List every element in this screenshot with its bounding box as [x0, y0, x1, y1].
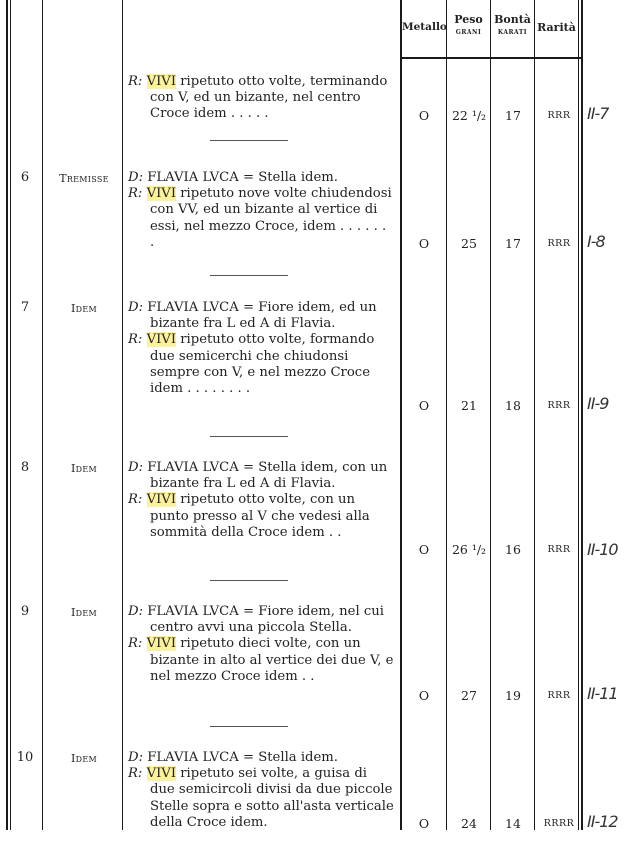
header-peso-unit: GRANI [455, 29, 482, 36]
rarita-value: RRR [547, 690, 571, 701]
obverse-line [128, 604, 394, 636]
reverse-text: ripetuto sei volte, a guisa di due semicircoli divisi da due piccole Stelle sopra e sotto all'asta verticale della Croce idem. [150, 766, 394, 830]
denomination: Idem [71, 606, 97, 619]
obverse-line [128, 750, 394, 766]
face-label: D: [128, 300, 144, 315]
metallo-value: O [418, 236, 430, 251]
entry-separator [210, 275, 288, 276]
handwritten-note: II-12 [587, 812, 618, 831]
rarita-value: RRR [547, 544, 571, 555]
handwritten-note: II-9 [587, 394, 609, 413]
legend-highlight: VIVI [146, 74, 177, 89]
face-label: D: [128, 170, 144, 185]
face-label: R: [128, 636, 143, 652]
peso-value: 22 ¹/₂ [451, 108, 487, 123]
face-label: R: [128, 186, 143, 202]
rarita-value: RRRR [543, 818, 575, 829]
rule-left-inner [10, 0, 11, 830]
obverse-text: FLAVIA LVCA = Fiore idem, nel cui centro avvi una piccola Stella. [143, 604, 384, 636]
rule-right-inner [578, 0, 579, 830]
bonta-value: 16 [505, 542, 521, 557]
peso-value: 24 [461, 816, 477, 831]
rule-desc-col [400, 0, 402, 830]
reverse-text: ripetuto nove volte chiudendosi con VV, ed un bizante al vertice di essi, nel mezzo Croce, idem . . . . . . . [150, 186, 392, 250]
rule-peso-col [490, 0, 491, 830]
rarita-value: RRR [547, 400, 571, 411]
rule-right-outer [581, 0, 583, 830]
peso-value: 21 [461, 398, 477, 413]
face-label: R: [128, 74, 143, 89]
header-bonta-label: Bontà [494, 13, 531, 26]
metallo-value: O [418, 542, 430, 557]
obverse-line [128, 170, 394, 186]
legend-highlight: VIVI [146, 636, 177, 652]
header-peso-label: Peso [454, 13, 483, 26]
reverse-text: ripetuto otto volte, terminando con V, ed un bizante, nel centro Croce idem . . . . . [150, 74, 388, 122]
reverse-line [128, 636, 394, 685]
obverse-text: FLAVIA LVCA = Stella idem, con un bizante fra L ed A di Flavia. [143, 460, 388, 492]
peso-value: 26 ¹/₂ [451, 542, 487, 557]
entry-description [128, 300, 394, 397]
entry-number: 9 [20, 604, 30, 619]
reverse-line [128, 766, 394, 831]
bonta-value: 18 [505, 398, 521, 413]
bonta-value: 19 [505, 688, 521, 703]
obverse-line [128, 300, 394, 332]
obverse-text: FLAVIA LVCA = Stella idem. [143, 170, 338, 185]
reverse-line [128, 186, 394, 251]
rule-left-outer [6, 0, 8, 830]
header-metallo [402, 22, 446, 33]
reverse-text: ripetuto dieci volte, con un bizante in alto al vertice dei due V, e nel mezzo Croce idem . . [150, 636, 394, 684]
bonta-value: 14 [505, 816, 521, 831]
obverse-line [128, 460, 394, 492]
legend-highlight: VIVI [146, 332, 177, 348]
entry-number: 10 [16, 750, 34, 765]
handwritten-note: II-10 [587, 540, 618, 559]
denomination: Idem [71, 462, 97, 475]
reverse-line [128, 492, 394, 541]
face-label: D: [128, 460, 144, 475]
rule-metallo-col [446, 0, 447, 830]
metallo-value: O [418, 398, 430, 413]
peso-value: 27 [461, 688, 477, 703]
header-rule [400, 57, 583, 59]
face-label: R: [128, 766, 143, 782]
peso-value: 25 [461, 236, 477, 251]
bonta-value: 17 [505, 108, 521, 123]
obverse-text: FLAVIA LVCA = Fiore idem, ed un bizante fra L ed A di Flavia. [143, 300, 377, 332]
entry-description [128, 74, 394, 123]
header-rarita [535, 22, 578, 33]
entry-description [128, 750, 394, 831]
entry-separator [210, 140, 288, 141]
metallo-value: O [418, 688, 430, 703]
reverse-line [128, 74, 394, 123]
reverse-text: ripetuto otto volte, con un punto presso al V che vedesi alla sommità della Croce idem . . [150, 492, 370, 540]
entry-number: 8 [20, 460, 30, 475]
handwritten-note: II-11 [587, 684, 618, 703]
rarita-value: RRR [547, 110, 571, 121]
denomination: Idem [71, 752, 97, 765]
entry-number: 7 [20, 300, 30, 315]
header-bonta-unit: KARATI [497, 29, 528, 36]
header-bonta [491, 14, 534, 36]
bonta-value: 17 [505, 236, 521, 251]
legend-highlight: VIVI [146, 186, 177, 202]
face-label: R: [128, 492, 143, 508]
denomination: Tremisse [59, 172, 109, 185]
handwritten-note: I-8 [587, 232, 605, 251]
entry-separator [210, 726, 288, 727]
entry-description [128, 460, 394, 541]
header-rarita-label: Rarità [537, 21, 576, 34]
face-label: R: [128, 332, 143, 348]
entry-separator [210, 436, 288, 437]
denomination: Idem [71, 302, 97, 315]
header-peso [447, 14, 490, 36]
entry-description [128, 604, 394, 685]
metallo-value: O [418, 816, 430, 831]
legend-highlight: VIVI [146, 492, 177, 508]
rule-bonta-col [534, 0, 535, 830]
rarita-value: RRR [547, 238, 571, 249]
entry-separator [210, 580, 288, 581]
rule-denom-col [122, 0, 123, 830]
reverse-line [128, 332, 394, 397]
legend-highlight: VIVI [146, 766, 177, 782]
face-label: D: [128, 604, 144, 619]
metallo-value: O [418, 108, 430, 123]
header-metallo-label: Metallo [402, 21, 447, 33]
obverse-text: FLAVIA LVCA = Stella idem. [143, 750, 338, 765]
handwritten-note: II-7 [587, 104, 609, 123]
face-label: D: [128, 750, 144, 765]
rule-num-col [42, 0, 43, 830]
reverse-text: ripetuto otto volte, formando due semicerchi che chiudonsi sempre con V, e nel mezzo Croce idem . . . . . . . . [150, 332, 375, 397]
entry-number: 6 [20, 170, 30, 185]
entry-description [128, 170, 394, 251]
